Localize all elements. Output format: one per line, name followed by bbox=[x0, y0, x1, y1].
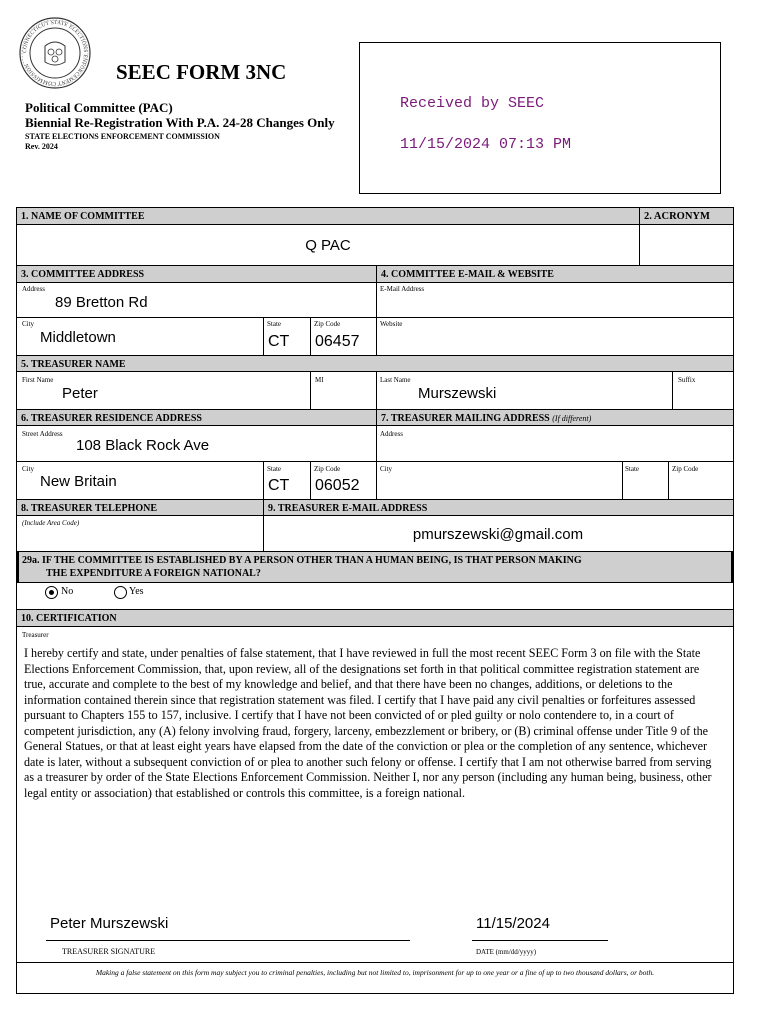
divider bbox=[310, 461, 311, 499]
treasurer-signature-field[interactable]: Peter Murszewski bbox=[50, 915, 169, 932]
divider bbox=[17, 317, 733, 318]
telephone-note: (Include Area Code) bbox=[22, 519, 80, 527]
divider bbox=[376, 283, 377, 355]
section-5-header: 5. TREASURER NAME bbox=[17, 355, 733, 372]
section-29a-question: 29a. IF THE COMMITTEE IS ESTABLISHED BY A PERSON OTHER THAN A HUMAN BEING, IS THAT PERSON MAKING bbox=[22, 555, 582, 566]
state-label: State bbox=[267, 465, 281, 473]
committee-state-field[interactable]: CT bbox=[268, 333, 290, 350]
divider bbox=[622, 461, 623, 499]
signature-line bbox=[46, 940, 410, 941]
divider bbox=[263, 461, 264, 499]
committee-name-field[interactable]: Q PAC bbox=[305, 237, 351, 254]
svg-text:CONNECTICUT STATE ELECTIONS EN: CONNECTICUT STATE ELECTIONS ENFORCEMENT COMMISSION bbox=[21, 19, 89, 87]
treasurer-first-name-field[interactable]: Peter bbox=[62, 385, 98, 402]
seal-logo bbox=[18, 16, 92, 90]
treasurer-street-field[interactable]: 108 Black Rock Ave bbox=[76, 437, 210, 454]
divider bbox=[376, 426, 377, 499]
mi-label: MI bbox=[315, 376, 324, 384]
divider bbox=[376, 372, 377, 409]
committee-city-field[interactable]: Middletown bbox=[40, 329, 116, 346]
state-label: State bbox=[267, 320, 281, 328]
committee-address-field[interactable]: 89 Bretton Rd bbox=[55, 294, 148, 311]
first-name-label: First Name bbox=[22, 376, 54, 384]
section-8-header: 8. TREASURER TELEPHONE bbox=[17, 499, 263, 516]
zip-label: Zip Code bbox=[314, 320, 341, 328]
form-subtitle: Biennial Re-Registration With P.A. 24-28 Changes Only bbox=[25, 115, 335, 130]
treasurer-zip-field[interactable]: 06052 bbox=[315, 477, 360, 494]
divider bbox=[17, 461, 733, 462]
certification-text: I hereby certify and state, under penalties of false statement, that I have reviewed in full the most recent SEEC Form 3 on file with the State Elections Enforcement Commission, that, upon review, all of the designations set forth in that political committee registration statement are true, accurate and complete to the best of my knowledge and belief, and that there have been no changes, additions, or deletions to the information contained therein since that registration statement was filed. I certify that I have paid any civil penalties or forfeitures assessed pursuant to Chapters 155 to 157, inclusive. I certify that I have not been convicted of or pled guilty or nolo contendere to, in a court of competent jurisdiction, any (A) felony involving fraud, forgery, larceny, embezzlement or bribery, or (B) criminal offense under Title 9 of the General Statues, or that at least eight years have elapsed from the date of the conviction or plea or the completion of any sentence, whichever date is later, without a subsequent conviction of or plea to another such felony or offense. I certify that I am not otherwise barred from serving as a treasurer by order of the State Elections Enforcement Commission. Neither I, nor any person (including any human being, business, other legal entity or association) that established or controls this committee, is a foreign national. bbox=[24, 646, 712, 800]
divider bbox=[310, 317, 311, 355]
city-label: City bbox=[22, 320, 35, 328]
treasurer-last-name-field[interactable]: Murszewski bbox=[418, 385, 497, 402]
radio-no-label: No bbox=[61, 586, 74, 597]
committee-type: Political Committee (PAC) bbox=[25, 100, 173, 115]
treasurer-role-label: Treasurer bbox=[22, 631, 49, 639]
radio-no[interactable] bbox=[45, 586, 58, 599]
mailing-zip-label: Zip Code bbox=[672, 465, 699, 473]
divider bbox=[310, 372, 311, 409]
section-10-header: 10. CERTIFICATION bbox=[17, 609, 733, 627]
last-name-label: Last Name bbox=[380, 376, 411, 384]
received-stamp-box bbox=[359, 42, 721, 194]
section-9-header: 9. TREASURER E-MAIL ADDRESS bbox=[263, 499, 733, 516]
section-7-note: (If different) bbox=[552, 414, 592, 423]
divider bbox=[17, 962, 733, 963]
mailing-state-label: State bbox=[625, 465, 639, 473]
date-label: DATE (mm/dd/yyyy) bbox=[476, 948, 537, 956]
signature-date-field[interactable]: 11/15/2024 bbox=[476, 915, 550, 932]
committee-zip-field[interactable]: 06457 bbox=[315, 333, 360, 350]
received-stamp-text: Received by SEEC bbox=[400, 95, 545, 112]
divider bbox=[672, 372, 673, 409]
suffix-label: Suffix bbox=[678, 376, 696, 384]
section-6-header: 6. TREASURER RESIDENCE ADDRESS bbox=[17, 409, 376, 426]
section-7-header bbox=[376, 409, 733, 426]
revision-label: Rev. 2024 bbox=[25, 142, 58, 151]
zip-label: Zip Code bbox=[314, 465, 341, 473]
section-29a-question-cont: THE EXPENDITURE A FOREIGN NATIONAL? bbox=[46, 568, 261, 579]
form-body bbox=[16, 207, 734, 994]
divider bbox=[263, 317, 264, 355]
treasurer-email-field[interactable]: pmurszewski@gmail.com bbox=[412, 526, 584, 543]
section-7-title: 7. TREASURER MAILING ADDRESS bbox=[381, 413, 550, 424]
signature-label: TREASURER SIGNATURE bbox=[62, 947, 156, 956]
divider bbox=[639, 225, 640, 265]
treasurer-city-field[interactable]: New Britain bbox=[40, 473, 117, 490]
street-address-label: Street Address bbox=[22, 430, 63, 438]
section-2-header: 2. ACRONYM bbox=[639, 208, 733, 225]
agency-name: STATE ELECTIONS ENFORCEMENT COMMISSION bbox=[25, 132, 220, 141]
received-stamp-date: 11/15/2024 07:13 PM bbox=[400, 136, 572, 153]
section-4-header: 4. COMMITTEE E-MAIL & WEBSITE bbox=[376, 265, 733, 283]
divider bbox=[668, 461, 669, 499]
section-29a-header bbox=[17, 551, 733, 583]
mailing-address-label: Address bbox=[380, 430, 403, 438]
penalty-footer: Making a false statement on this form may subject you to criminal penalties, including but not limited to, imprisonment for up to one year or a fine of up to two thousand dollars, or both. bbox=[95, 968, 655, 977]
section-1-header: 1. NAME OF COMMITTEE bbox=[17, 208, 639, 225]
radio-yes[interactable] bbox=[114, 586, 127, 599]
date-line bbox=[472, 940, 608, 941]
radio-yes-label: Yes bbox=[129, 586, 144, 597]
form-title: SEEC FORM 3NC bbox=[116, 60, 287, 84]
mailing-city-label: City bbox=[380, 465, 393, 473]
city-label: City bbox=[22, 465, 35, 473]
email-label: E-Mail Address bbox=[380, 285, 425, 293]
address-label: Address bbox=[22, 285, 45, 293]
section-3-header: 3. COMMITTEE ADDRESS bbox=[17, 265, 376, 283]
treasurer-state-field[interactable]: CT bbox=[268, 477, 290, 494]
website-label: Website bbox=[380, 320, 403, 328]
